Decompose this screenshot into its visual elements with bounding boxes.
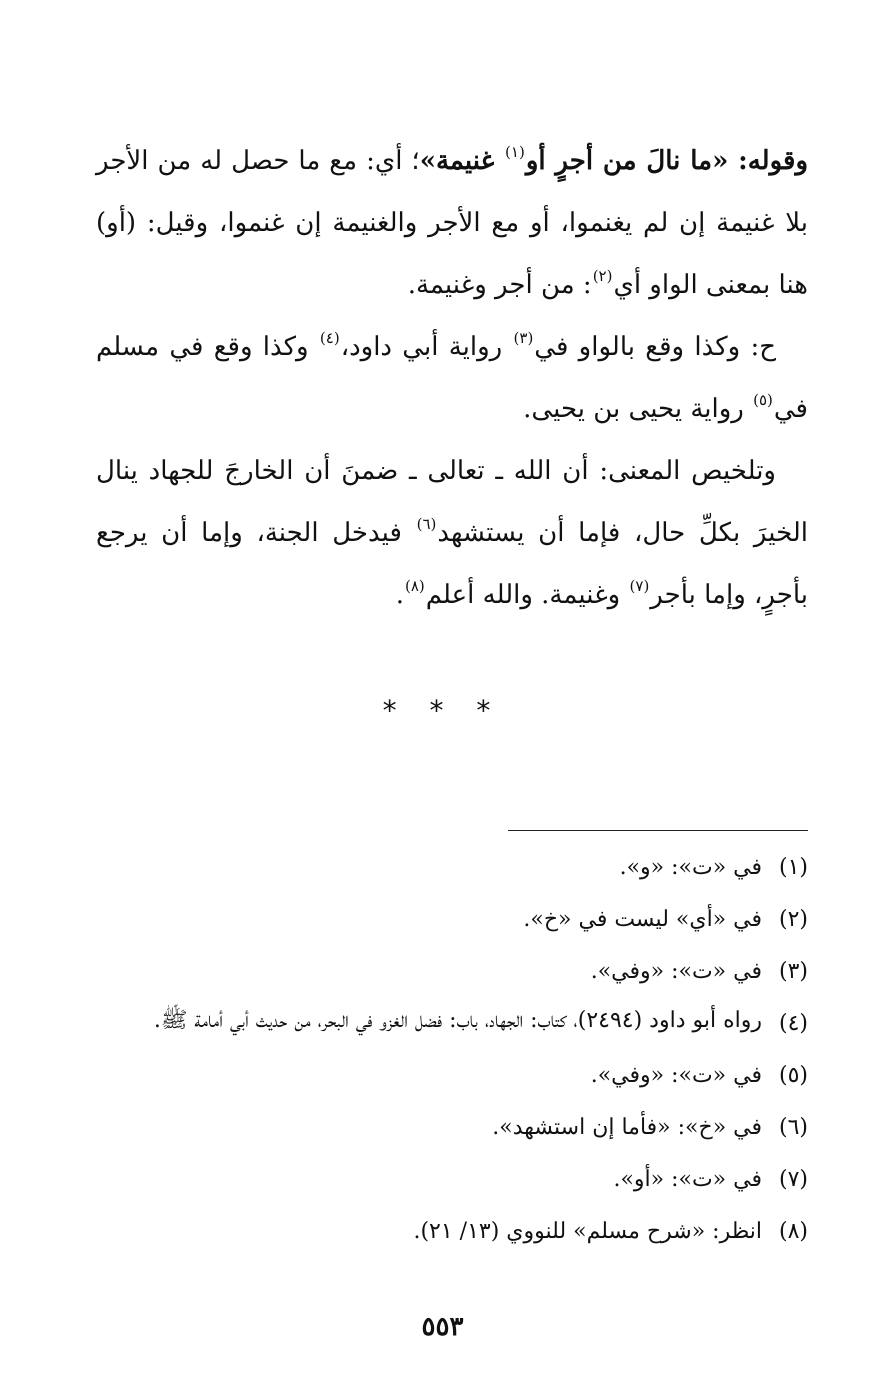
footnote-text: في «خ»: «فأما إن استشهد». <box>492 1115 762 1140</box>
footnote-number: (٤) <box>778 1011 808 1036</box>
footnote-1 <box>96 842 808 894</box>
paragraph-2-text-d: رواية يحيى بن يحيى. <box>523 394 753 424</box>
footnote-text: في «ت»: «وفي». <box>590 959 762 984</box>
footnote-5 <box>96 1050 808 1102</box>
footnote-text: في «أي» ليست في «خ». <box>523 907 762 932</box>
footnote-ref-1[interactable]: (١) <box>505 143 525 162</box>
footnote-7 <box>96 1154 808 1206</box>
footnote-ref-3[interactable]: (٣) <box>513 329 534 348</box>
paragraph-3-text-c: وغنيمة. والله أعلم <box>425 580 629 610</box>
footnote-number: (٥) <box>778 1063 808 1088</box>
main-text <box>96 130 808 626</box>
footnote-number: (٧) <box>778 1167 808 1192</box>
footnote-8 <box>96 1206 808 1258</box>
paragraph-3 <box>96 440 808 626</box>
footnote-text: في «ت»: «و». <box>619 855 762 880</box>
footnote-text: في «ت»: «أو». <box>613 1167 762 1192</box>
paragraph-2-text-b: رواية أبي داود، <box>340 332 513 362</box>
paragraph-2 <box>96 316 808 440</box>
footnote-text: رواه أبو داود (٢٤٩٤)، كتاب: الجهاد، باب: فضل الغزو في البحر، من حديث أبي أمامة ﷺ. <box>153 1008 762 1033</box>
footnote-3 <box>96 946 808 998</box>
quoted-phrase: وقوله: «ما نالَ من أجرٍ أو <box>525 146 809 176</box>
footnote-2 <box>96 894 808 946</box>
paragraph-2-text-c: وكذا وقع في مسلم في <box>96 332 808 424</box>
paragraph-1-text: ؛ أي: مع ما حصل له من الأجر بلا غنيمة إن لم يغنموا، أو مع الأجر والغنيمة إن غنموا، وقيل: (أو) هنا بمعنى الواو أي <box>96 146 808 300</box>
paragraph-1 <box>96 130 808 316</box>
footnote-ref-4[interactable]: (٤) <box>319 329 340 348</box>
paragraph-2-text-a: ح: وكذا وقع بالواو في <box>534 332 776 362</box>
footnote-divider <box>508 830 808 831</box>
footnote-ref-5[interactable]: (٥) <box>753 391 773 410</box>
footnote-number: (٢) <box>778 907 808 932</box>
footnote-text: في «ت»: «وفي». <box>590 1063 762 1088</box>
footnote-4 <box>96 998 808 1050</box>
page-number: ٥٥٣ <box>421 1312 464 1342</box>
paragraph-3-text-b: فيدخل الجنة، وإما أن يرجع بأجرٍ، وإما بأجر <box>96 518 808 610</box>
paragraph-3-text-d: . <box>395 580 404 610</box>
footnote-6 <box>96 1102 808 1154</box>
footnote-ref-2[interactable]: (٢) <box>592 267 613 286</box>
quoted-phrase-end: غنيمة» <box>419 146 505 176</box>
footnote-number: (٣) <box>778 959 808 984</box>
footnote-number: (١) <box>778 855 808 880</box>
paragraph-3-text-a: وتلخيص المعنى: أن الله ـ تعالى ـ ضمنَ أن الخارجَ للجهاد ينال الخيرَ بكلِّ حال، فإما أن يستشهد <box>96 456 808 548</box>
section-separator: * * * <box>382 694 503 727</box>
footnote-ref-7[interactable]: (٧) <box>629 577 650 596</box>
footnote-ref-8[interactable]: (٨) <box>404 577 425 596</box>
footnote-text: انظر: «شرح مسلم» للنووي (١٣/ ٢١). <box>413 1219 762 1244</box>
footnotes <box>96 842 808 1258</box>
footnote-number: (٨) <box>778 1219 808 1244</box>
footnote-ref-6[interactable]: (٦) <box>416 515 437 534</box>
paragraph-1-end: : من أجر وغنيمة. <box>407 270 592 300</box>
footnote-number: (٦) <box>778 1115 808 1140</box>
